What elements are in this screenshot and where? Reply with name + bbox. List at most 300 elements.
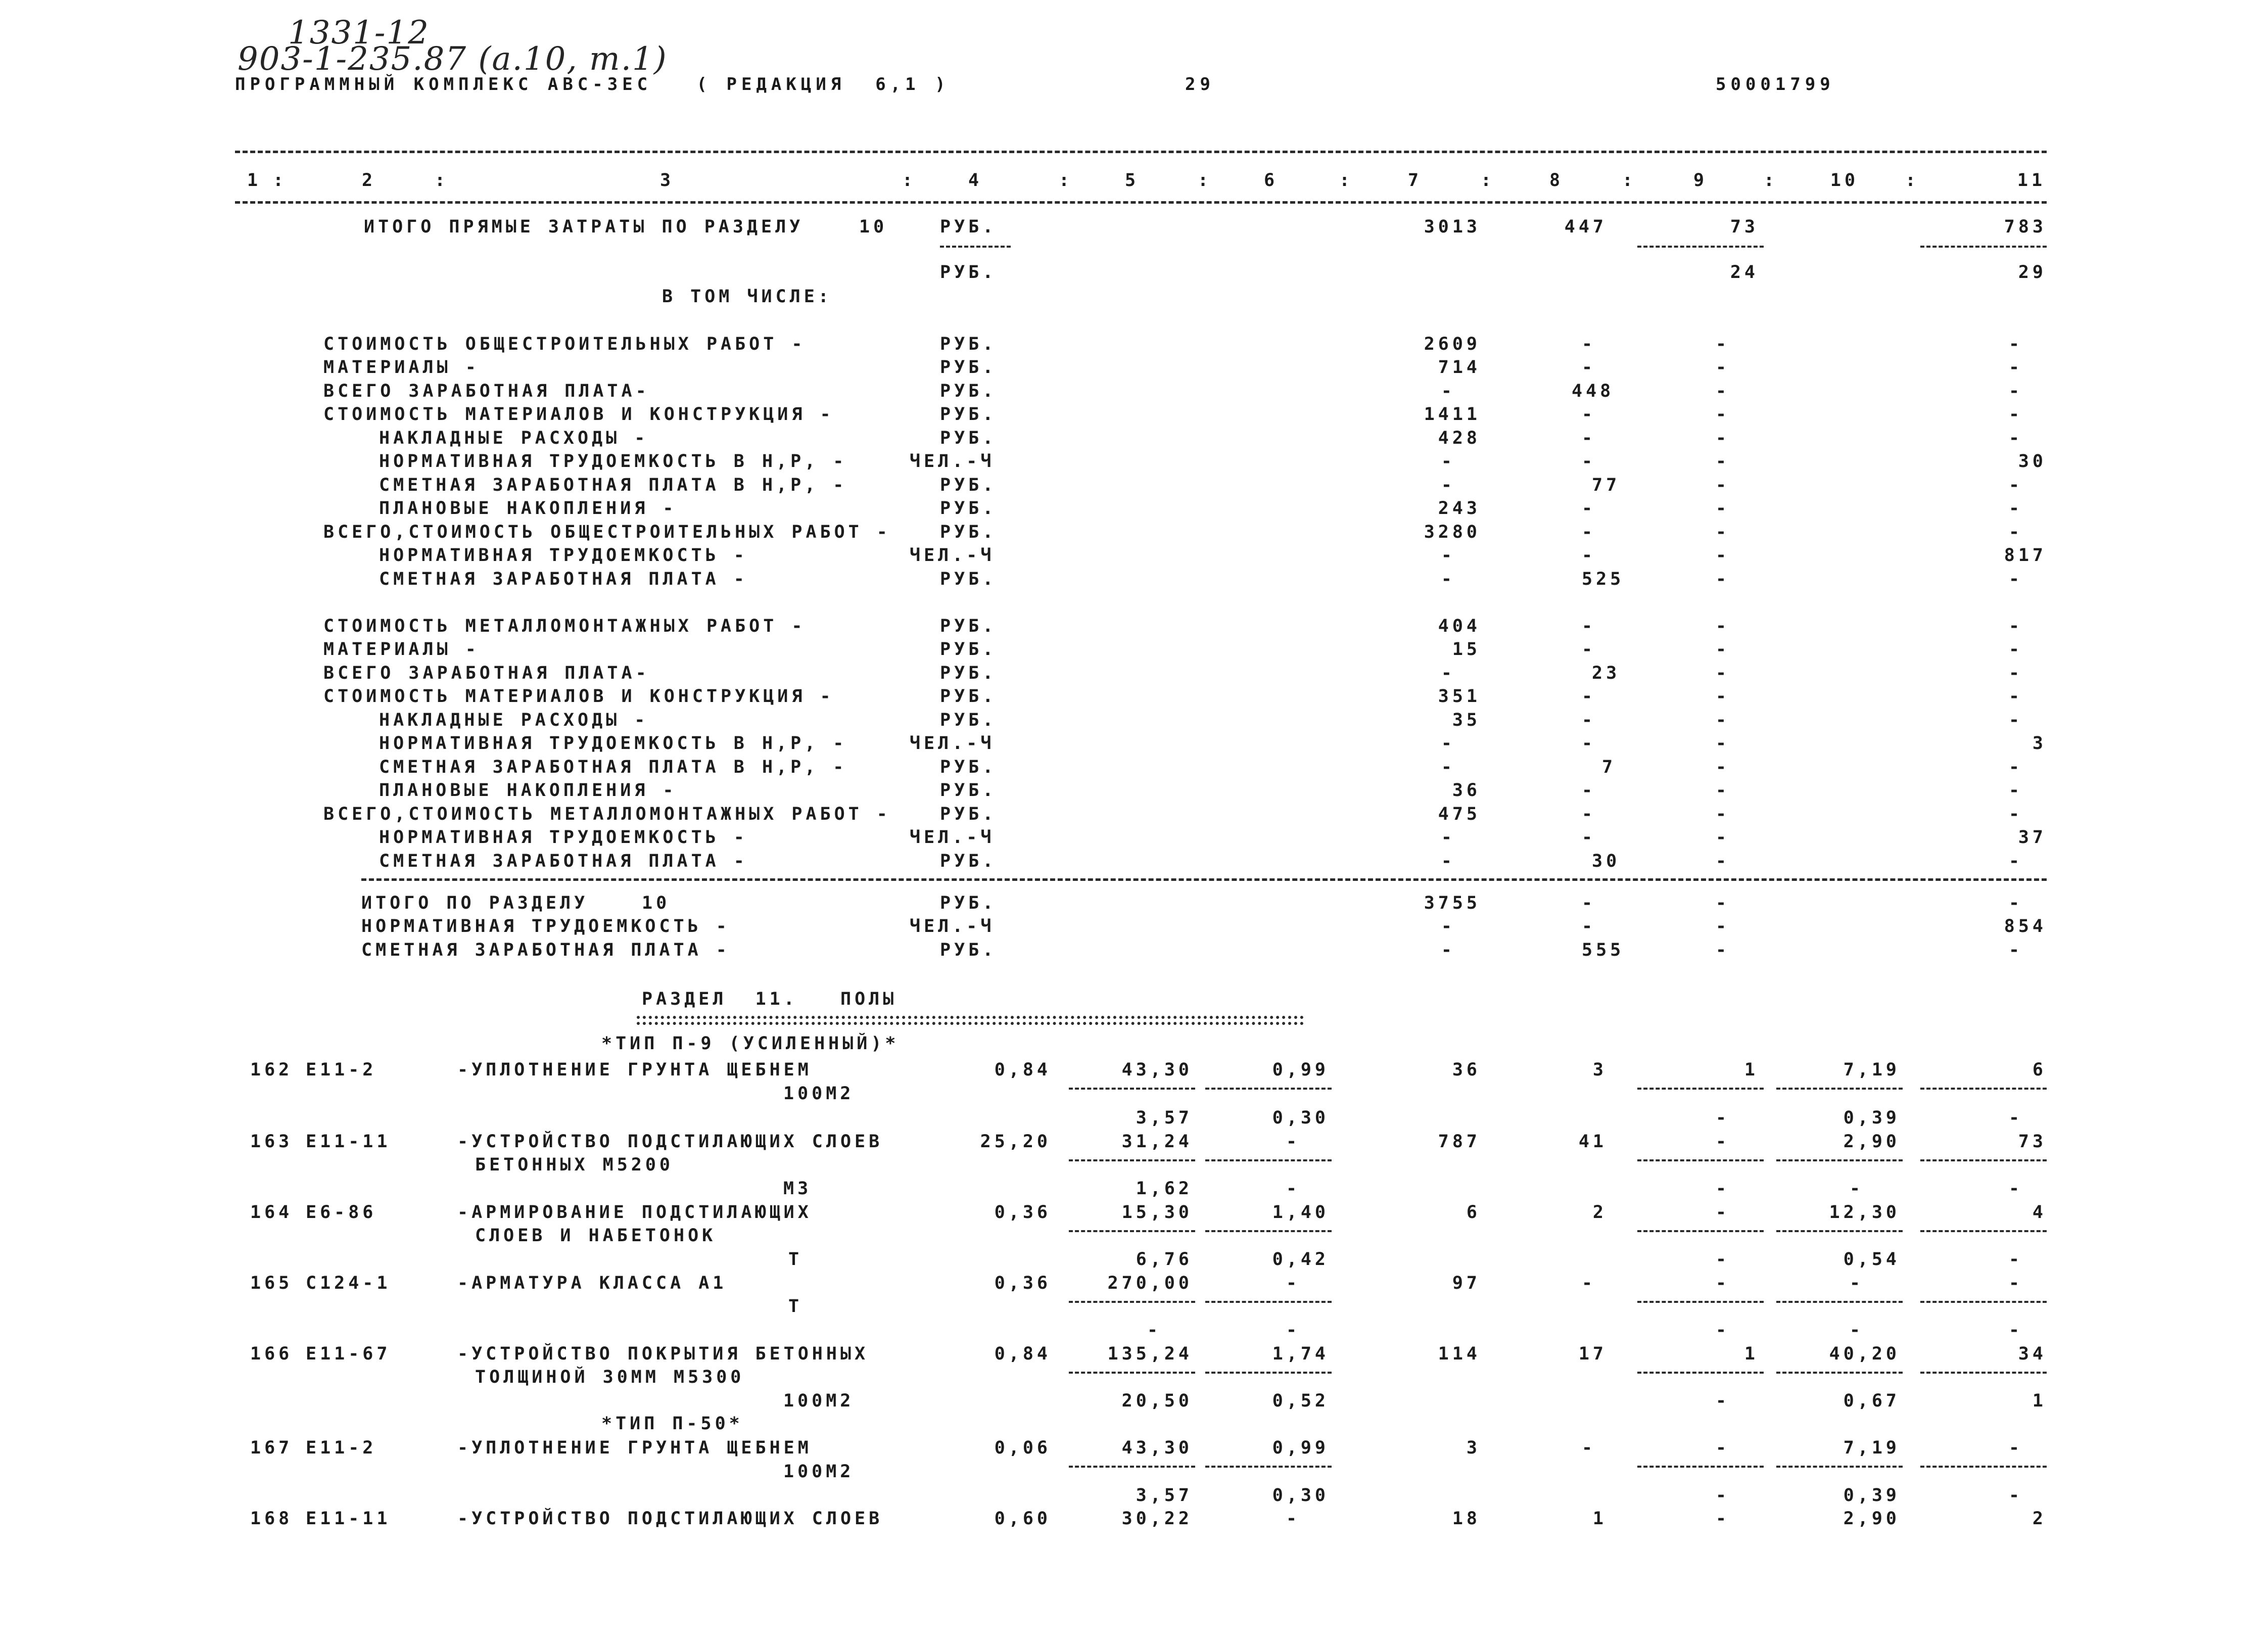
value: - [1441,663,1455,683]
value: - [1582,428,1596,448]
value: - [1716,1108,1730,1128]
general-line-7: СМЕТНАЯ ЗАРАБОТНАЯ ПЛАТА В Н,Р, - [379,475,847,495]
item-description: -АРМАТУРА КЛАССА А1 [457,1273,727,1293]
value: 428 [1438,428,1481,448]
value: 3 [1466,1438,1481,1458]
value: 6,76 [1136,1249,1193,1270]
sub-rule [1205,1088,1332,1090]
item-description: -УСТРОЙСТВО ПОДСТИЛАЮЩИХ СЛОЕВ [457,1509,883,1529]
qty: 0,36 [994,1273,1051,1293]
metal-line-9: ВСЕГО,СТОИМОСТЬ МЕТАЛЛОМОНТАЖНЫХ РАБОТ - [323,804,891,824]
value: 3,57 [1136,1108,1193,1128]
value: - [1716,569,1730,589]
sub-rule [1069,1230,1195,1232]
col-header-11: 11 [2017,170,2046,191]
qty: 0,06 [994,1438,1051,1458]
value: 3013 [1424,217,1481,237]
unit: РУБ. [940,940,997,960]
value: 36 [1452,780,1481,801]
item-code: Е11-2 [306,1438,377,1458]
sub-rule [1637,1088,1764,1090]
unit: М3 [783,1179,812,1199]
col-header-5: 5 [1124,170,1140,191]
general-line-5: НАКЛАДНЫЕ РАСХОДЫ - [379,428,649,448]
sub-rule [1776,1301,1903,1303]
value: - [1582,545,1596,566]
section-total-line-3: СМЕТНАЯ ЗАРАБОТНАЯ ПЛАТА - [361,940,730,960]
value: - [1716,428,1730,448]
value: 34 [2018,1344,2047,1364]
item-description-2: БЕТОННЫХ М5200 [475,1155,674,1175]
value: 243 [1438,498,1481,519]
value: - [1716,733,1730,754]
value: - [1716,940,1730,960]
sub-rule [1205,1466,1332,1468]
value: - [1441,851,1455,871]
sub-rule [1205,1230,1332,1232]
value: - [1716,893,1730,913]
value: 97 [1452,1273,1481,1293]
direct-costs-section: 10 [859,217,888,237]
col-header-8: 8 [1549,170,1564,191]
handwritten-note-2: 903-1-235.87 (a.10, т.1) [238,40,668,78]
value: 12,30 [1829,1202,1900,1223]
value: - [1716,522,1730,542]
sub-rule [1776,1372,1903,1374]
value: 24 [1730,262,1759,283]
value: 15,30 [1121,1202,1193,1223]
unit: ЧЕЛ.-Ч [910,827,995,848]
unit: 100М2 [783,1084,855,1104]
value: - [1441,451,1455,472]
value: - [1582,498,1596,519]
item-description: -УСТРОЙСТВО ПОКРЫТИЯ БЕТОННЫХ [457,1344,869,1364]
section-total-line-2: НОРМАТИВНАЯ ТРУДОЕМКОСТЬ - [361,916,730,936]
unit: РУБ. [940,522,997,542]
item-code: Е11-11 [306,1132,391,1152]
value: 43,30 [1121,1438,1193,1458]
value: 1 [1592,1509,1607,1529]
value: - [1582,916,1596,936]
value: 18 [1452,1509,1481,1529]
value: - [1286,1509,1301,1529]
header-rule-top [235,151,2047,153]
metal-line-5: НАКЛАДНЫЕ РАСХОДЫ - [379,710,649,730]
value: - [2009,475,2023,495]
value: 15 [1452,639,1481,660]
value: - [1716,1438,1730,1458]
value: - [1716,1391,1730,1411]
item-code: Е11-67 [306,1344,391,1364]
metal-line-2: МАТЕРИАЛЫ - [323,639,480,660]
value: 0,99 [1272,1060,1329,1080]
value: 1 [2032,1391,2047,1411]
value: - [1716,780,1730,801]
value: - [1716,757,1730,777]
value: 270,00 [1107,1273,1193,1293]
value: 2 [1592,1202,1607,1223]
value: 6 [2032,1060,2047,1080]
value: - [1582,451,1596,472]
value: 447 [1564,217,1607,237]
unit: РУБ. [940,217,997,237]
item-number: 162 [250,1060,293,1080]
value: - [2009,498,2023,519]
value: - [2009,710,2023,730]
item-code: С124-1 [306,1273,391,1293]
item-description: -АРМИРОВАНИЕ ПОДСТИЛАЮЩИХ [457,1202,812,1223]
value: - [1582,893,1596,913]
value: - [1716,1485,1730,1506]
general-line-10: НОРМАТИВНАЯ ТРУДОЕМКОСТЬ - [379,545,748,566]
value: 783 [2004,217,2047,237]
value: - [2009,663,2023,683]
value: 0,54 [1843,1249,1900,1270]
value: - [2009,780,2023,801]
direct-costs-label: ИТОГО ПРЯМЫЕ ЗАТРАТЫ ПО РАЗДЕЛУ [364,217,804,237]
value: 0,30 [1272,1485,1329,1506]
value: - [2009,1485,2023,1506]
value: - [1582,522,1596,542]
value: 0,99 [1272,1438,1329,1458]
unit: ЧЕЛ.-Ч [910,916,995,936]
value: - [1716,686,1730,707]
value: - [1716,827,1730,848]
value: - [1716,916,1730,936]
unit: Т [788,1296,803,1317]
unit: ЧЕЛ.-Ч [910,451,995,472]
value: - [1582,827,1596,848]
value: - [1286,1179,1301,1199]
general-line-8: ПЛАНОВЫЕ НАКОПЛЕНИЯ - [379,498,677,519]
unit: РУБ. [940,686,997,707]
value: - [1441,827,1455,848]
value: 1 [1744,1344,1759,1364]
value: - [1716,1320,1730,1340]
value: 714 [1438,357,1481,378]
value: - [1850,1179,1864,1199]
value: 41 [1578,1132,1607,1152]
value: - [1716,334,1730,354]
value: - [1582,710,1596,730]
value: - [2009,1273,2023,1293]
section-11-underline-1 [637,1016,1304,1019]
value: 7,19 [1843,1438,1900,1458]
col9-underline [1637,246,1764,248]
general-line-4: СТОИМОСТЬ МАТЕРИАЛОВ И КОНСТРУКЦИЯ - [323,404,834,425]
value: - [2009,428,2023,448]
sub-rule [1776,1159,1903,1161]
value: 3,57 [1136,1485,1193,1506]
value: - [2009,940,2023,960]
type-heading-1: *ТИП П-9 (УСИЛЕННЫЙ)* [601,1034,900,1054]
section-total-rule [361,878,2047,881]
value: 1,74 [1272,1344,1329,1364]
value: 1,40 [1272,1202,1329,1223]
unit: РУБ. [940,428,997,448]
value: - [1716,663,1730,683]
value: - [2009,1320,2023,1340]
unit: РУБ. [940,893,997,913]
item-number: 164 [250,1202,293,1223]
col-sep: : [273,170,288,191]
col11-underline [1920,246,2047,248]
value: - [1850,1273,1864,1293]
general-line-6: НОРМАТИВНАЯ ТРУДОЕМКОСТЬ В Н,Р, - [379,451,847,472]
value: 0,52 [1272,1391,1329,1411]
sub-rule [1920,1088,2047,1090]
item-description: -УСТРОЙСТВО ПОДСТИЛАЮЩИХ СЛОЕВ [457,1132,883,1152]
value: - [1582,686,1596,707]
value: - [1582,733,1596,754]
sub-rule [1637,1301,1764,1303]
value: - [1582,404,1596,425]
value: 4 [2032,1202,2047,1223]
col-sep: : [1481,170,1495,191]
value: 2,90 [1843,1132,1900,1152]
col-header-9: 9 [1693,170,1708,191]
unit: РУБ. [940,404,997,425]
program-title: ПРОГРАММНЫЙ КОМПЛЕКС АВС-3ЕС ( РЕДАКЦИЯ 6,1 ) [235,74,950,95]
col-sep: : [1764,170,1778,191]
value: - [1582,780,1596,801]
value: - [1582,639,1596,660]
unit: 100М2 [783,1462,855,1482]
value: - [1716,1509,1730,1529]
value: 31,24 [1121,1132,1193,1152]
value: - [1582,1273,1596,1293]
unit: РУБ. [940,710,997,730]
value: 3 [1592,1060,1607,1080]
general-line-9: ВСЕГО,СТОИМОСТЬ ОБЩЕСТРОИТЕЛЬНЫХ РАБОТ - [323,522,891,542]
value: - [2009,1249,2023,1270]
sub-rule [1920,1230,2047,1232]
value: 2609 [1424,334,1481,354]
col-header-7: 7 [1407,170,1423,191]
value: - [1716,357,1730,378]
col-sep: : [1905,170,1920,191]
item-description-2: ТОЛЩИНОЙ 30ММ М5300 [475,1367,745,1387]
value: 23 [1592,663,1621,683]
sub-rule [1069,1301,1195,1303]
value: 35 [1452,710,1481,730]
value: 0,39 [1843,1108,1900,1128]
general-line-3: ВСЕГО ЗАРАБОТНАЯ ПЛАТА- [323,381,650,401]
value: 1 [1744,1060,1759,1080]
sub-rule [1069,1372,1195,1374]
document-code: 50001799 [1716,74,1835,95]
metal-line-8: ПЛАНОВЫЕ НАКОПЛЕНИЯ - [379,780,677,801]
unit: Т [788,1249,803,1270]
value: - [2009,381,2023,401]
col-header-10: 10 [1830,170,1859,191]
section-11-underline-2 [637,1022,1304,1025]
unit: ЧЕЛ.-Ч [910,545,995,566]
value: - [1716,1179,1730,1199]
value: 404 [1438,616,1481,636]
col-header-1: 1 [247,170,262,191]
value: - [1441,940,1455,960]
value: - [1286,1320,1301,1340]
value: 30 [2018,451,2047,472]
value: 3 [2032,733,2047,754]
value: - [2009,639,2023,660]
unit: РУБ. [940,757,997,777]
value: 17 [1578,1344,1607,1364]
col-sep: : [435,170,449,191]
value: - [1582,357,1596,378]
value: - [1441,569,1455,589]
value: - [1716,1202,1730,1223]
unit: 100М2 [783,1391,855,1411]
metal-line-3: ВСЕГО ЗАРАБОТНАЯ ПЛАТА- [323,663,650,683]
value: - [2009,893,2023,913]
qty: 0,60 [994,1509,1051,1529]
sub-rule [1637,1466,1764,1468]
value: - [1716,404,1730,425]
unit-underline [940,246,1011,248]
value: - [1716,851,1730,871]
metal-line-10: НОРМАТИВНАЯ ТРУДОЕМКОСТЬ - [379,827,748,848]
value: 817 [2004,545,2047,566]
sub-rule [1205,1372,1332,1374]
value: 135,24 [1107,1344,1193,1364]
section-11-title: РАЗДЕЛ 11. ПОЛЫ [642,989,897,1009]
general-line-1: СТОИМОСТЬ ОБЩЕСТРОИТЕЛЬНЫХ РАБОТ - [323,334,806,354]
value: 2,90 [1843,1509,1900,1529]
value: 7 [1602,757,1617,777]
value: - [1441,733,1455,754]
including-label: В ТОМ ЧИСЛЕ: [662,287,832,307]
value: - [1441,545,1455,566]
value: - [1286,1273,1301,1293]
value: 30 [1592,851,1621,871]
value: - [1716,639,1730,660]
unit: ЧЕЛ.-Ч [910,733,995,754]
value: - [1286,1132,1301,1152]
value: - [1441,475,1455,495]
value: - [2009,334,2023,354]
item-description-2: СЛОЕВ И НАБЕТОНОК [475,1226,717,1246]
value: 0,30 [1272,1108,1329,1128]
col-header-4: 4 [968,170,983,191]
metal-line-6: НОРМАТИВНАЯ ТРУДОЕМКОСТЬ В Н,Р, - [379,733,847,754]
value: - [1716,1132,1730,1152]
value: - [2009,569,2023,589]
item-number: 167 [250,1438,293,1458]
col-header-3: 3 [659,170,675,191]
value: 787 [1438,1132,1481,1152]
value: 20,50 [1121,1391,1193,1411]
item-code: Е11-2 [306,1060,377,1080]
value: - [2009,851,2023,871]
value: - [2009,357,2023,378]
value: 37 [2018,827,2047,848]
value: 351 [1438,686,1481,707]
sub-rule [1920,1159,2047,1161]
value: 6 [1466,1202,1481,1223]
qty: 0,84 [994,1060,1051,1080]
value: - [1582,334,1596,354]
item-number: 165 [250,1273,293,1293]
value: - [2009,522,2023,542]
value: 73 [2018,1132,2047,1152]
value: - [2009,804,2023,824]
metal-line-4: СТОИМОСТЬ МАТЕРИАЛОВ И КОНСТРУКЦИЯ - [323,686,834,707]
sub-rule [1637,1159,1764,1161]
value: 36 [1452,1060,1481,1080]
col-header-6: 6 [1263,170,1279,191]
sub-rule [1776,1230,1903,1232]
col-sep: : [1339,170,1354,191]
value: - [2009,757,2023,777]
item-number: 168 [250,1509,293,1529]
sub-rule [1637,1372,1764,1374]
unit: РУБ. [940,357,997,378]
value: 29 [2018,262,2047,283]
metal-line-11: СМЕТНАЯ ЗАРАБОТНАЯ ПЛАТА - [379,851,748,871]
unit: РУБ. [940,381,997,401]
item-description: -УПЛОТНЕНИЕ ГРУНТА ЩЕБНЕМ [457,1060,812,1080]
sub-rule [1920,1466,2047,1468]
qty: 25,20 [980,1132,1051,1152]
value: - [2009,1179,2023,1199]
page-number: 29 [1185,74,1215,95]
sub-rule [1637,1230,1764,1232]
sub-rule [1205,1159,1332,1161]
value: 0,67 [1843,1391,1900,1411]
value: - [1716,475,1730,495]
value: 3755 [1424,893,1481,913]
sub-rule [1776,1466,1903,1468]
value: - [1582,804,1596,824]
unit: РУБ. [940,663,997,683]
qty: 0,84 [994,1344,1051,1364]
value: - [1716,451,1730,472]
item-code: Е6-86 [306,1202,377,1223]
unit: РУБ. [940,616,997,636]
metal-line-1: СТОИМОСТЬ МЕТАЛЛОМОНТАЖНЫХ РАБОТ - [323,616,806,636]
sub-rule [1776,1088,1903,1090]
value: - [1716,381,1730,401]
value: - [1716,804,1730,824]
value: 525 [1582,569,1625,589]
sub-rule [1920,1301,2047,1303]
value: 73 [1730,217,1759,237]
item-number: 163 [250,1132,293,1152]
value: 1411 [1424,404,1481,425]
col-sep: : [1059,170,1073,191]
section-total-label: ИТОГО ПО РАЗДЕЛУ [361,893,589,913]
unit: РУБ. [940,851,997,871]
col-sep: : [1622,170,1637,191]
unit: РУБ. [940,262,997,283]
value: - [2009,616,2023,636]
value: - [1850,1320,1864,1340]
value: 854 [2004,916,2047,936]
col-sep: : [902,170,917,191]
unit: РУБ. [940,804,997,824]
value: 30,22 [1121,1509,1193,1529]
unit: РУБ. [940,780,997,801]
value: - [1147,1320,1162,1340]
unit: РУБ. [940,639,997,660]
general-line-2: МАТЕРИАЛЫ - [323,357,480,378]
value: 40,20 [1829,1344,1900,1364]
value: - [1441,381,1455,401]
header-rule-bottom [235,201,2047,204]
unit: РУБ. [940,569,997,589]
